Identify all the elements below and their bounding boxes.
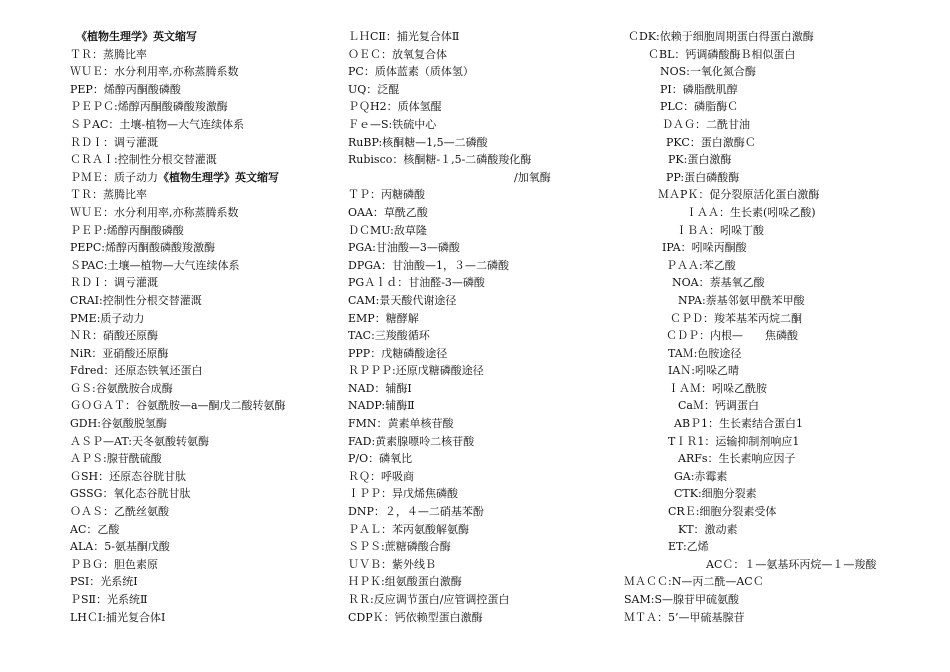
abbreviation-line — [70, 573, 340, 591]
abbreviation-text: CAM:景天酸代谢途径 — [348, 293, 457, 307]
abbreviation-text: ＰＢＧ：胆色素原 — [70, 557, 158, 571]
abbreviation-text: ＣＰＤ：羧苯基苯丙烷二酮 — [670, 311, 802, 325]
abbreviation-line — [70, 468, 340, 486]
abbreviation-text: ＡＳＰ—AT:天冬氨酸转氨酶 — [70, 434, 209, 448]
abbreviation-text: PSⅠ：光系统Ⅰ — [70, 575, 138, 589]
abbreviation-text: ＩＡＡ：生长素(吲哚乙酸) — [686, 205, 816, 219]
abbreviation-line — [622, 556, 922, 574]
abbreviation-text: ＰＡＡ:苯乙酸 — [666, 258, 736, 272]
abbreviation-line — [622, 573, 922, 591]
column-3 — [622, 28, 922, 626]
abbreviation-line — [346, 292, 614, 310]
abbreviation-line — [70, 239, 340, 257]
abbreviation-text: ＷＵＥ：水分利用率,亦称蒸腾系数 — [70, 65, 239, 79]
abbreviation-line — [70, 538, 340, 556]
abbreviation-line — [622, 186, 922, 204]
abbreviation-text: ARFs：生长素响应因子 — [678, 452, 796, 466]
abbreviation-line — [622, 538, 922, 556]
abbreviation-text: Fdred：还原态铁氧还蛋白 — [70, 364, 203, 378]
abbreviation-text: SAM:S—腺苷甲硫氨酸 — [624, 593, 739, 606]
abbreviation-line — [346, 362, 614, 380]
abbreviation-line — [70, 292, 340, 310]
abbreviation-line — [622, 28, 922, 46]
abbreviation-line — [70, 186, 340, 204]
abbreviation-line — [346, 98, 614, 116]
abbreviation-text: ＭＴＡ：5’—甲硫基腺苷 — [624, 610, 745, 624]
abbreviation-line — [346, 433, 614, 451]
abbreviation-text: TＩＲ1：运输抑制剂响应1 — [668, 434, 800, 448]
abbreviation-text: ＰSⅡ：光系统Ⅱ — [70, 593, 148, 606]
abbreviation-line — [70, 169, 340, 187]
abbreviation-text: ＧSH：还原态谷胱甘肽 — [70, 469, 187, 483]
abbreviation-text: OAA：草酰乙酸 — [348, 205, 428, 219]
abbreviation-text: ＬＨCⅡ：捕光复合体Ⅱ — [348, 30, 460, 43]
abbreviation-text: PPP：戊糖磷酸途径 — [348, 346, 448, 360]
abbreviation-text: CDPＫ：钙依赖型蛋白激酶 — [348, 610, 483, 624]
abbreviation-line — [346, 380, 614, 398]
abbreviation-line — [70, 345, 340, 363]
abbreviation-line — [622, 204, 922, 222]
abbreviation-text: ＣBL：钙调磷酸酶Ｂ相似蛋白 — [648, 47, 796, 61]
abbreviation-text: PP:蛋白磷酸酶 — [666, 170, 740, 184]
abbreviation-line — [70, 503, 340, 521]
abbreviation-text: UQ：泛醌 — [348, 82, 400, 96]
abbreviation-text: ＩＢＡ：吲哚丁酸 — [676, 223, 764, 237]
abbreviation-text: ＴＰ：丙糖磷酸 — [348, 188, 425, 202]
abbreviation-line — [346, 222, 614, 240]
abbreviation-line — [346, 134, 614, 152]
abbreviation-text: FAD:黄素腺嘌呤二核苷酸 — [348, 434, 475, 448]
abbreviation-text: LHＣⅠ:捕光复合体Ⅰ — [70, 610, 166, 624]
abbreviation-line — [346, 556, 614, 574]
abbreviation-line — [346, 28, 614, 46]
abbreviation-line — [622, 503, 922, 521]
abbreviation-line — [70, 380, 340, 398]
abbreviation-text: ＲＤＩ：调亏灌溉 — [70, 276, 158, 290]
abbreviation-line — [346, 345, 614, 363]
abbreviation-text: ＩＰＰ：异戊烯焦磷酸 — [348, 487, 458, 501]
abbreviation-line — [346, 46, 614, 64]
abbreviation-text: P/O：磷氧比 — [348, 452, 413, 466]
abbreviation-text: GSSG：氧化态谷胱甘肽 — [70, 487, 191, 501]
abbreviation-line — [346, 538, 614, 556]
abbreviation-text: ＴＲ：蒸腾比率 — [70, 188, 147, 202]
abbreviation-line — [622, 397, 922, 415]
abbreviation-text: ＭＡＣＣ:N—丙二酰—ACＣ — [624, 575, 764, 589]
abbreviation-text: FMN：黄素单核苷酸 — [348, 417, 454, 431]
abbreviation-text: ＰＱH2：质体氢醌 — [348, 100, 442, 114]
abbreviation-text: IPA：吲哚丙酮酸 — [662, 241, 747, 255]
abbreviation-text: AC：乙酸 — [70, 522, 120, 536]
abbreviation-text: TAＭ:色胺途径 — [668, 346, 742, 360]
abbreviation-line — [346, 169, 614, 187]
abbreviation-line — [622, 116, 922, 134]
abbreviation-line — [622, 433, 922, 451]
abbreviation-line — [70, 116, 340, 134]
abbreviation-line — [70, 609, 340, 627]
abbreviation-text: ＧＯＧＡＴ：谷氨酰胺—a—酮戊二酸转氨酶 — [70, 399, 286, 413]
abbreviation-line — [346, 468, 614, 486]
abbreviation-line — [346, 485, 614, 503]
abbreviation-text: GA:赤霉素 — [674, 469, 728, 483]
abbreviation-line — [622, 292, 922, 310]
abbreviation-text: ＧＳ:谷氨酰胺合成酶 — [70, 381, 173, 395]
abbreviation-text: ＤＡＧ：二酰甘油 — [662, 117, 750, 131]
abbreviation-text: ＰＡＬ：苯丙氨酸解氨酶 — [348, 522, 469, 536]
abbreviation-line — [622, 222, 922, 240]
abbreviation-text: ＲＱ：呼吸商 — [348, 469, 414, 483]
abbreviation-text: ACＣ：１—氨基环丙烷—１—羧酸 — [706, 557, 877, 571]
abbreviation-text: 《植物生理学》英文缩写 — [76, 30, 197, 43]
abbreviation-text: ＮＲ：硝酸还原酶 — [70, 329, 158, 343]
abbreviation-text: ＡＰＳ:腺苷酰硫酸 — [70, 452, 162, 466]
abbreviation-line — [70, 397, 340, 415]
abbreviation-line — [622, 327, 922, 345]
abbreviation-line — [622, 362, 922, 380]
abbreviation-line — [346, 116, 614, 134]
abbreviation-line — [622, 310, 922, 328]
abbreviation-text: ＳPAC:土壤—植物—大气连续体系 — [70, 258, 240, 272]
abbreviation-line — [70, 556, 340, 574]
abbreviation-text: Ｆｅ—S:铁硫中心 — [348, 117, 437, 131]
abbreviation-line — [70, 327, 340, 345]
abbreviation-line — [622, 257, 922, 275]
abbreviation-text: ＵＶＢ：紫外线Ｂ — [348, 557, 436, 571]
abbreviation-line — [622, 134, 922, 152]
column-1 — [70, 28, 340, 626]
abbreviation-line — [622, 609, 922, 627]
abbreviation-line — [622, 468, 922, 486]
abbreviation-line — [622, 380, 922, 398]
abbreviation-line — [346, 397, 614, 415]
abbreviation-text: ＨＰＫ:组氨酸蛋白激酶 — [348, 575, 462, 589]
abbreviation-text: NOA：萘基氧乙酸 — [672, 276, 765, 290]
abbreviation-text: ＰＥＰ:烯醇丙酮酸磷酸 — [70, 223, 184, 237]
abbreviation-line — [70, 222, 340, 240]
abbreviation-line — [70, 134, 340, 152]
abbreviation-text: ALA：5-氨基酮戊酸 — [70, 540, 170, 554]
abbreviation-line — [70, 415, 340, 433]
abbreviation-text: ＯＥＣ：放氧复合体 — [348, 47, 447, 61]
section-heading-inline: 《植物生理学》英文缩写 — [158, 170, 279, 184]
abbreviation-text: PEP：烯醇丙酮酸磷酸 — [70, 82, 181, 96]
abbreviation-line — [346, 239, 614, 257]
abbreviation-text: PME:质子动力 — [70, 311, 145, 325]
abbreviation-line — [70, 28, 340, 46]
abbreviation-line — [70, 450, 340, 468]
abbreviation-text: ＣDK:依赖于细胞周期蛋白得蛋白激酶 — [628, 30, 814, 43]
abbreviation-text: NAD：辅酶Ⅰ — [348, 381, 412, 395]
abbreviation-text: Rubisco：核酮糖-１,5-二磷酸羧化酶 — [348, 153, 532, 167]
abbreviation-text: ＴＲ：蒸腾比率 — [70, 47, 147, 61]
abbreviation-text: PLC：磷脂酶Ｃ — [660, 100, 739, 114]
abbreviation-line — [622, 63, 922, 81]
abbreviation-line — [346, 151, 614, 169]
abbreviation-text: ABＰ1：生长素结合蛋白1 — [674, 417, 804, 431]
abbreviation-line — [622, 521, 922, 539]
abbreviation-text: KT：激动素 — [678, 522, 738, 536]
abbreviation-line — [70, 485, 340, 503]
abbreviation-text: ＯＡＳ：乙酰丝氨酸 — [70, 505, 169, 519]
abbreviation-line — [70, 433, 340, 451]
abbreviation-text: ＲＲ:反应调节蛋白/应管调控蛋白 — [348, 593, 510, 606]
abbreviation-line — [346, 503, 614, 521]
abbreviation-line — [622, 450, 922, 468]
abbreviation-text: ＤＣMU:敌草隆 — [348, 223, 427, 237]
abbreviation-line — [346, 609, 614, 627]
abbreviation-text: CTK:细胞分裂素 — [674, 487, 757, 501]
abbreviation-line — [346, 521, 614, 539]
abbreviation-line — [622, 274, 922, 292]
abbreviation-text: NADP:辅酶Ⅱ — [348, 399, 415, 413]
abbreviation-line — [622, 239, 922, 257]
abbreviation-text: RuBP:核酮糖—1,5—二磷酸 — [348, 135, 488, 149]
abbreviation-text: ＣＤＰ：内根— 焦磷酸 — [666, 329, 798, 343]
abbreviation-text: PGA:甘油酸—3—磷酸 — [348, 241, 460, 255]
abbreviation-text: PKC：蛋白激酶Ｃ — [666, 135, 756, 149]
abbreviation-line — [70, 46, 340, 64]
abbreviation-text: CaＭ：钙调蛋白 — [678, 399, 759, 413]
abbreviation-line — [346, 415, 614, 433]
abbreviation-line — [70, 98, 340, 116]
abbreviation-text: ＰＥＰＣ:烯醇丙酮酸磷酸羧激酶 — [70, 100, 228, 114]
abbreviation-text: TAC:三羧酸循环 — [348, 329, 430, 343]
abbreviation-text: GDH:谷氨酸脱氢酶 — [70, 417, 167, 431]
abbreviation-text: ＳＰAC：土壤-植物—大气连续体系 — [70, 117, 245, 131]
abbreviation-text: ＲＰＰＰ:还原戊糖磷酸途径 — [348, 364, 484, 378]
abbreviation-line — [346, 257, 614, 275]
abbreviation-text: PK:蛋白激酶 — [668, 153, 732, 167]
abbreviation-line — [622, 81, 922, 99]
abbreviation-line — [70, 274, 340, 292]
abbreviation-line — [70, 151, 340, 169]
abbreviation-text: DPGA：甘油酸—1，３—二磷酸 — [348, 258, 509, 272]
abbreviation-line — [622, 98, 922, 116]
abbreviation-line — [622, 345, 922, 363]
abbreviation-line — [70, 591, 340, 609]
abbreviation-line — [70, 204, 340, 222]
abbreviation-text: /加氧酶 — [514, 170, 551, 184]
abbreviation-text: ＭＡPＫ：促分裂原活化蛋白激酶 — [658, 188, 820, 202]
abbreviation-text: PEPC:烯醇丙酮酸磷酸羧激酶 — [70, 241, 215, 255]
abbreviation-line — [622, 169, 922, 187]
abbreviation-text: PGＡｌｄ：甘油醛-3—磷酸 — [348, 276, 485, 290]
abbreviation-text: ＳＰＳ:蔗糖磷酸合酶 — [348, 540, 451, 554]
abbreviation-line — [70, 257, 340, 275]
abbreviation-text: CRＥ:细胞分裂素受体 — [668, 505, 777, 519]
abbreviation-line — [622, 591, 922, 609]
abbreviation-line — [346, 327, 614, 345]
abbreviation-line — [622, 415, 922, 433]
abbreviation-text: ＲＤＩ：调亏灌溉 — [70, 135, 158, 149]
abbreviation-line — [346, 63, 614, 81]
abbreviation-line — [346, 450, 614, 468]
abbreviation-line — [346, 573, 614, 591]
abbreviation-text: NPA:萘基邻氨甲酰苯甲酸 — [678, 293, 805, 307]
abbreviation-line — [346, 204, 614, 222]
abbreviation-text: ＰＭＥ：质子动力 — [70, 170, 158, 184]
abbreviation-line — [346, 186, 614, 204]
abbreviation-line — [346, 591, 614, 609]
abbreviation-text: PI：磷脂酰肌醇 — [660, 82, 738, 96]
abbreviation-line — [346, 310, 614, 328]
abbreviation-text: CRAI:控制性分根交替灌溉 — [70, 293, 202, 307]
abbreviation-line — [622, 485, 922, 503]
abbreviation-line — [70, 81, 340, 99]
abbreviation-line — [70, 310, 340, 328]
abbreviation-text: NOS:一氧化氮合酶 — [660, 65, 756, 79]
column-2 — [346, 28, 614, 626]
abbreviation-text: ＩＡＭ：吲哚乙酰胺 — [668, 381, 767, 395]
abbreviation-text: PC：质体蓝素（质体氢） — [348, 65, 474, 79]
abbreviation-line — [346, 81, 614, 99]
abbreviation-line — [622, 151, 922, 169]
abbreviation-text: EMP：糖酵解 — [348, 311, 419, 325]
abbreviation-line — [70, 63, 340, 81]
abbreviation-line — [346, 274, 614, 292]
abbreviation-text: ET:乙烯 — [668, 540, 709, 554]
abbreviation-line — [622, 46, 922, 64]
abbreviation-text: NiR：亚硝酸还原酶 — [70, 346, 169, 360]
abbreviation-text: ＣＲＡＩ:控制性分根交替灌溉 — [70, 153, 217, 167]
abbreviation-text: ＷＵＥ：水分利用率,亦称蒸腾系数 — [70, 205, 239, 219]
abbreviation-text: DNP：２，４—二硝基苯酚 — [348, 505, 484, 519]
abbreviation-line — [70, 362, 340, 380]
abbreviation-line — [70, 521, 340, 539]
abbreviation-text: IAＮ:吲哚乙晴 — [668, 364, 739, 378]
